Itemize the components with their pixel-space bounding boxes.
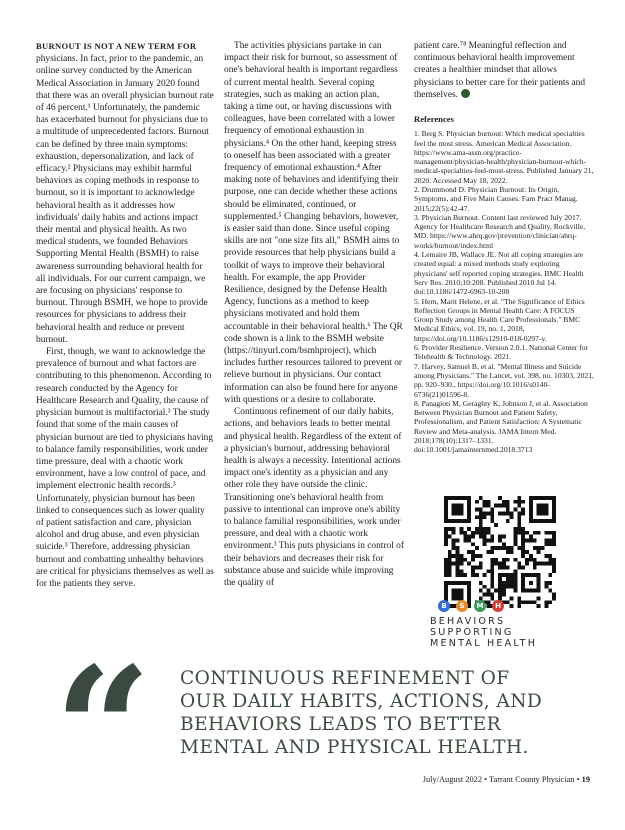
- article-column-2: [224, 40, 404, 589]
- pull-quote-line: CONTINUOUS REFINEMENT OF: [180, 668, 510, 689]
- logo-line-2: SUPPORTING: [430, 627, 514, 638]
- reference-item: 4. Lemaire JB, Wallace JE. Not all coping strategies are created equal: a mixed methods study exploring physicians' self reported coping strategies. BMC Health Serv Res. 2010;10:208. Published 2010 Jul 14. doi:10.1186/1472-6963-10-208: [414, 250, 584, 297]
- references-list: [414, 129, 594, 454]
- paragraph: [36, 40, 214, 346]
- article-column-1: [36, 40, 214, 590]
- logo-line-1: BEHAVIORS: [430, 616, 506, 627]
- logo-letter-circles: [438, 600, 580, 612]
- qr-code-icon: [444, 496, 556, 608]
- reference-item: 7. Harvey, Samuel B, et al. "Mental Illness and Suicide among Physicians." The Lancet, vol. 398, no. 10303, 2021, pp. 920–930., https://doi.org/10.1016/s0140-6736(21)01596-8.: [414, 361, 594, 399]
- references-heading: References: [414, 114, 454, 125]
- issue-date: July/August 2022: [422, 775, 483, 784]
- reference-item: 6. Provider Resilience. Version 2.0.1. National Center for Telehealth & Technology. 2021.: [414, 343, 589, 362]
- logo-letter-h: H: [492, 600, 504, 612]
- logo-letter-s: S: [456, 600, 468, 612]
- separator: •: [576, 775, 580, 784]
- separator: •: [484, 775, 488, 784]
- end-mark-icon: [461, 89, 470, 98]
- paragraph: First, though, we want to acknowledge the prevalence of burnout and what factors are contributing to this phenomenon. According to research conducted by the Agency for Healthcare Research and Quality, the cause of physician burnout is multifactorial.³ The study found that some of the main causes of physician burnout are tied to physicians having to balance family responsibilities, work under time pressure, deal with a chaotic work environment, have a low control of pace, and implement electronic health records.³ Unfortunately, physician burnout has been linked to consequences such as lower quality of patient satisfaction and care, physician alcohol and drug abuse, and even physician suicide.³ Therefore, addressing physician burnout and combatting unhealthy behaviors are critical for physicians themselves as well as for the patients they serve.: [36, 347, 214, 589]
- reference-item: 3. Physician Burnout. Content last reviewed July 2017. Agency for Healthcare Research and Quality, Rockville, MD. https://www.ahrq.gov/prevention/clinician/ahrq-works/burnout/index.html: [414, 212, 586, 250]
- article-column-3: [414, 40, 594, 455]
- bsmh-logo: [430, 600, 580, 649]
- pull-quote-line: BEHAVIORS LEADS TO BETTER: [180, 714, 502, 735]
- pull-quote-line: OUR DAILY HABITS, ACTIONS, AND: [180, 691, 543, 712]
- pull-quote-line: MENTAL AND PHYSICAL HEALTH.: [180, 737, 529, 758]
- reference-item: 5. Hem, Marit Helene, et al. "The Significance of Ethics Reflection Groups in Mental Health Care: A FOCUS Group Study among Health Care Professionals." BMC Medical Ethics, vol. 19, no. 1, 2018, https://doi.org/10.1186/s12910-018-0297-y.: [414, 296, 585, 343]
- page-number: 19: [581, 775, 590, 784]
- reference-item: 1. Berg S. Physician burnout: Which medical specialties feel the most stress. American Medical Association. https://www.ama-assn.org/practice-management/physician-health/physician-burnout-which-medical-specialties-feel-most-stress. Published January 21, 2020. Accessed May 18, 2022.: [414, 129, 594, 185]
- paragraph: [414, 40, 594, 101]
- logo-letter-b: B: [438, 600, 450, 612]
- lead-in: BURNOUT IS NOT A NEW TERM FOR: [36, 41, 197, 51]
- paragraph-text: patient care.⁷⁸ Meaningful reflection and continuous behavioral health improvement creates a healthier mindset that allows physicians to better care for their patients and themselves.: [414, 41, 586, 100]
- paragraph: The activities physicians partake in can impact their risk for burnout, so assessment of one's behavioral health is important regardless of current mental health. Several coping strategies, such as making an action plan, taking a time out, or having discussions with colleagues, have been correlated with a lower frequency of emotional exhaustion in physicians.⁴ On the other hand, keeping stress to oneself has been associated with a greater frequency of emotional exhaustion.⁴ After making note of behaviors and identifying their purpose, one can decide whether these actions should be eliminated, continued, or supplemented.⁵ Changing behaviors, however, is easier said than done. Since useful coping skills are not "one size fits all," BSMH aims to provide resources that help physicians build a toolkit of ways to improve their behavioral health. For example, the app Provider Resilience, designed by the Defense Health Agency, functions as a method to keep physicians motivated and hold them accountable in their behavioral health.⁶ The QR code shown is a link to the BSMH website (https://tinyurl.com/bsmhproject), which includes further resources tailored to prevent or relieve burnout in physicians. Our contact information can also be found here for anyone with questions or a desire to collaborate.: [224, 41, 403, 405]
- logo-line-3: MENTAL HEALTH: [430, 638, 538, 649]
- qr-code[interactable]: [444, 496, 556, 608]
- reference-item: 8. Panagioti M, Geraghty K, Johnson J, et al. Association Between Physician Burnout and Patient Safety, Professionalism, and Patient Satisfaction: A Systematic Review and Meta-analysis. JAMA Intern Med. 2018;178(10):1317–1331. doi:10.1001/jamainternmed.2018.3713: [414, 398, 588, 455]
- quote-mark-icon: “: [54, 630, 152, 830]
- paragraph-text: physicians. In fact, prior to the pandemic, an online survey conducted by the American Medical Association in January 2020 found that there was an overall physician burnout rate of 46 percent.¹ Unfortunately, the pandemic has exacerbated burnout for physicians due to a multitude of unprecedented factors. Burnout can be defined by three main symptoms: exhaustion, depersonalization, and lack of efficacy.² Physicians may exhibit harmful behaviors as coping methods in response to burnout, so it is important to acknowledge behavioral health as it addresses how individuals' daily habits and actions impact their mental and physical health. As two medical students, we founded Behaviors Supporting Mental Health (BSMH) to raise awareness surrounding behavioral health for all individuals. For our current campaign, we are focusing on physicians' response to burnout. Through BSMH, we hope to provide resources for physicians to address their behavioral health and reduce or prevent burnout.: [36, 54, 214, 345]
- page-footer: [380, 775, 590, 784]
- pull-quote: [180, 667, 600, 759]
- publication-name: Tarrant County Physician: [489, 775, 575, 784]
- paragraph: Continuous refinement of our daily habits, actions, and behaviors leads to better mental and physical health. Regardless of the extent of a physician's burnout, addressing behavioral health is always a necessity. Intentional actions impact one's identity as a physician and any other role they have outside the clinic. Transitioning one's behavioral health from passive to intentional can improve one's ability to balance familial responsibilities, work under pressure, and deal with a chaotic work environment.³ This puts physicians in control of their behaviors and decreases their risk for substance abuse and suicide while improving the quality of: [224, 407, 404, 588]
- reference-item: 2. Drummond D. Physician Burnout: Its Origin, Symptoms, and Five Main Causes. Fam Pract Manag. 2015;22(5):42-47.: [414, 185, 578, 213]
- logo-letter-m: M: [474, 600, 486, 612]
